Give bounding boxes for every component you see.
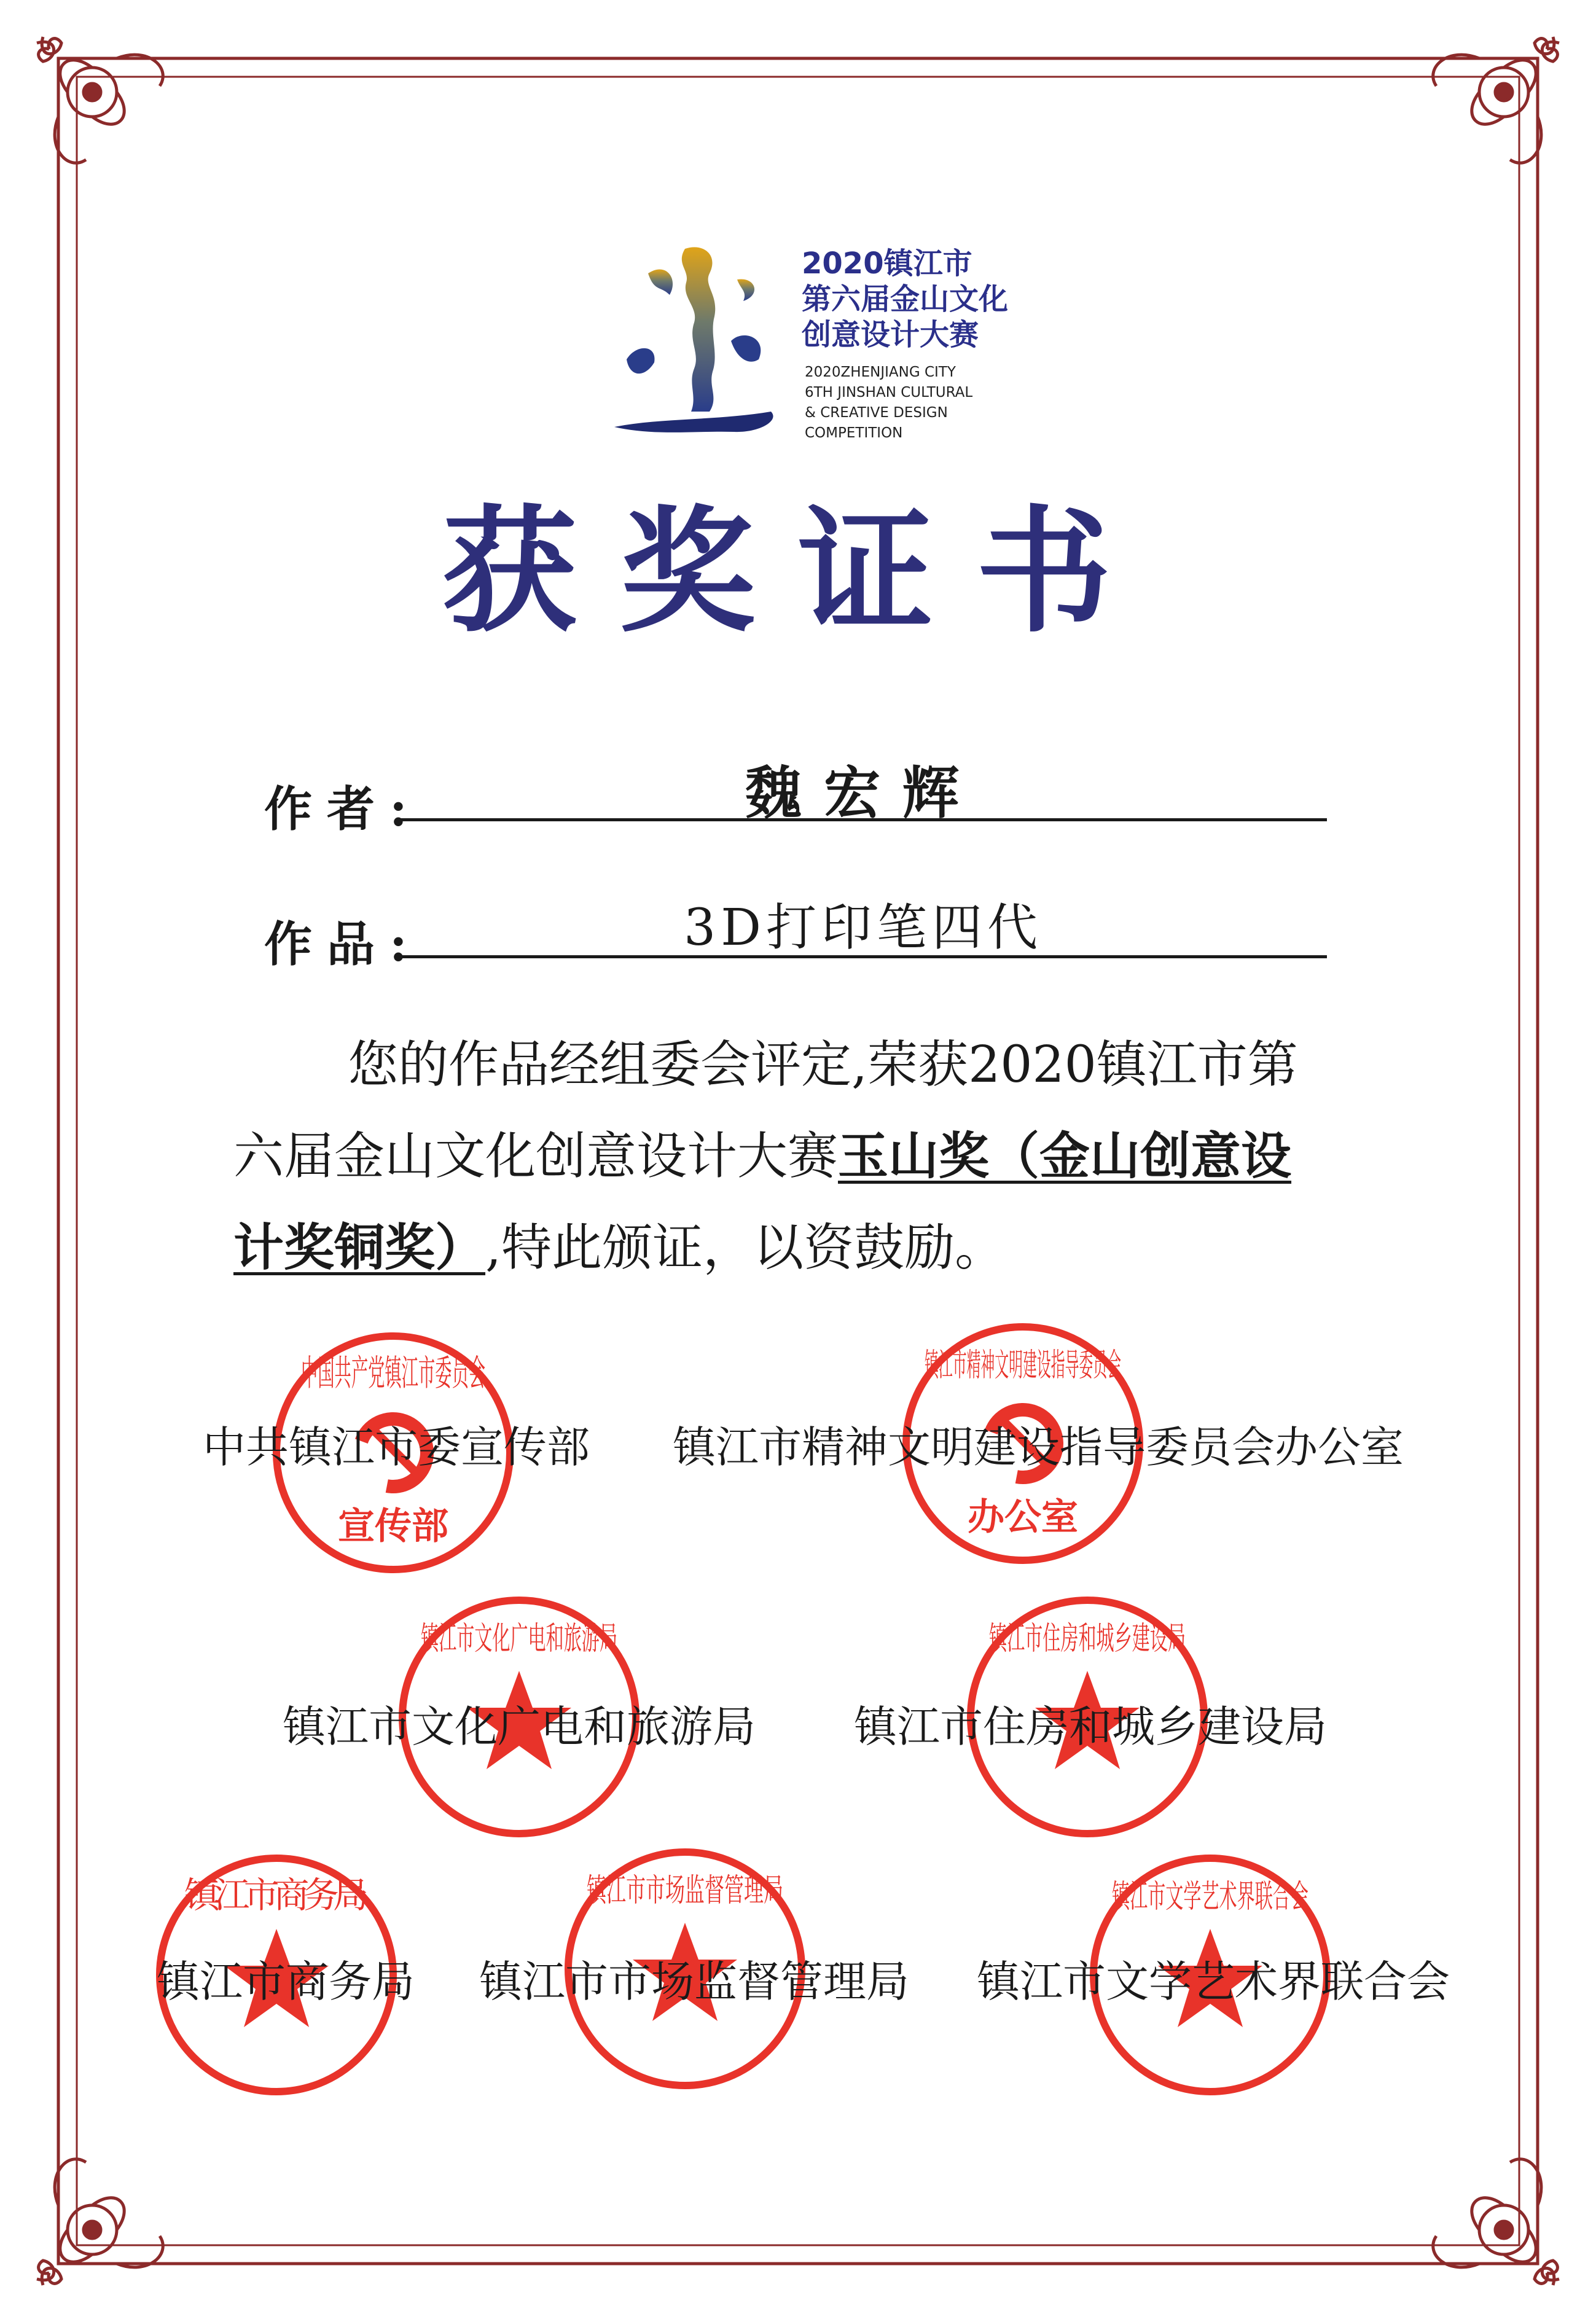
work-title: 3D打印笔四代 xyxy=(684,899,1042,957)
seal-center-text: 办公室 xyxy=(968,1496,1078,1539)
logo-english-text xyxy=(805,362,972,444)
statement-closing: ,特此颁证，以资鼓励。 xyxy=(485,1219,1006,1277)
award-name: 玉山奖（金山创意设计奖铜奖） xyxy=(233,1127,1292,1277)
statement-text: 您的作品经组委会评定,荣获2020镇江市第六届金山文化创意设计大赛 xyxy=(233,1036,1298,1186)
logo-cn-line: 创意设计大赛 xyxy=(802,318,979,352)
author-underline xyxy=(399,818,1327,821)
issuer-name: 镇江市文化广电和旅游局 xyxy=(283,1702,756,1752)
issuer-name: 镇江市文学艺术界联合会 xyxy=(977,1957,1450,2007)
work-underline xyxy=(399,955,1327,958)
issuer-name: 中共镇江市委宣传部 xyxy=(203,1422,590,1472)
issuer-name: 镇江市住房和城乡建设局 xyxy=(854,1702,1327,1752)
seal-ring-text: 中国共产党镇江市委员会 xyxy=(301,1352,485,1394)
logo-en-line: COMPETITION xyxy=(805,425,903,441)
author-name: 魏宏辉 xyxy=(745,760,981,826)
logo-chinese-text xyxy=(802,246,1008,353)
logo-cn-line: 2020镇江市 xyxy=(802,246,972,281)
seal-ring-text: 镇江市文学艺术界联合会 xyxy=(1112,1878,1308,1915)
seal-ring-text: 镇江市市场监督管理局 xyxy=(587,1872,783,1909)
certificate-title: 获奖证书 xyxy=(441,491,1154,651)
seal-ring-text: 镇江市商务局 xyxy=(184,1874,369,1916)
logo-cn-line: 第六届金山文化 xyxy=(802,282,1009,316)
award-statement xyxy=(233,1020,1339,1294)
logo-en-line: 2020ZHENJIANG CITY xyxy=(805,364,956,380)
seal-ring-text: 镇江市住房和城乡建设局 xyxy=(989,1620,1186,1657)
logo-en-line: 6TH JINSHAN CULTURAL xyxy=(805,385,973,401)
work-label: 作品: xyxy=(264,917,422,972)
logo-en-line: & CREATIVE DESIGN xyxy=(805,405,948,421)
issuer-name: 镇江市市场监督管理局 xyxy=(479,1957,909,2007)
author-label: 作者: xyxy=(264,781,422,837)
corner-ornament xyxy=(37,37,163,163)
competition-logo xyxy=(611,237,789,452)
seal-ring-text: 镇江市精神文明建设指导委员会 xyxy=(925,1347,1121,1384)
seal-ring-text: 镇江市文化广电和旅游局 xyxy=(421,1620,617,1657)
seal-center-text: 宣传部 xyxy=(338,1505,448,1548)
issuer-name: 镇江市商务局 xyxy=(157,1957,415,2007)
issuer-name: 镇江市精神文明建设指导委员会办公室 xyxy=(673,1422,1404,1472)
